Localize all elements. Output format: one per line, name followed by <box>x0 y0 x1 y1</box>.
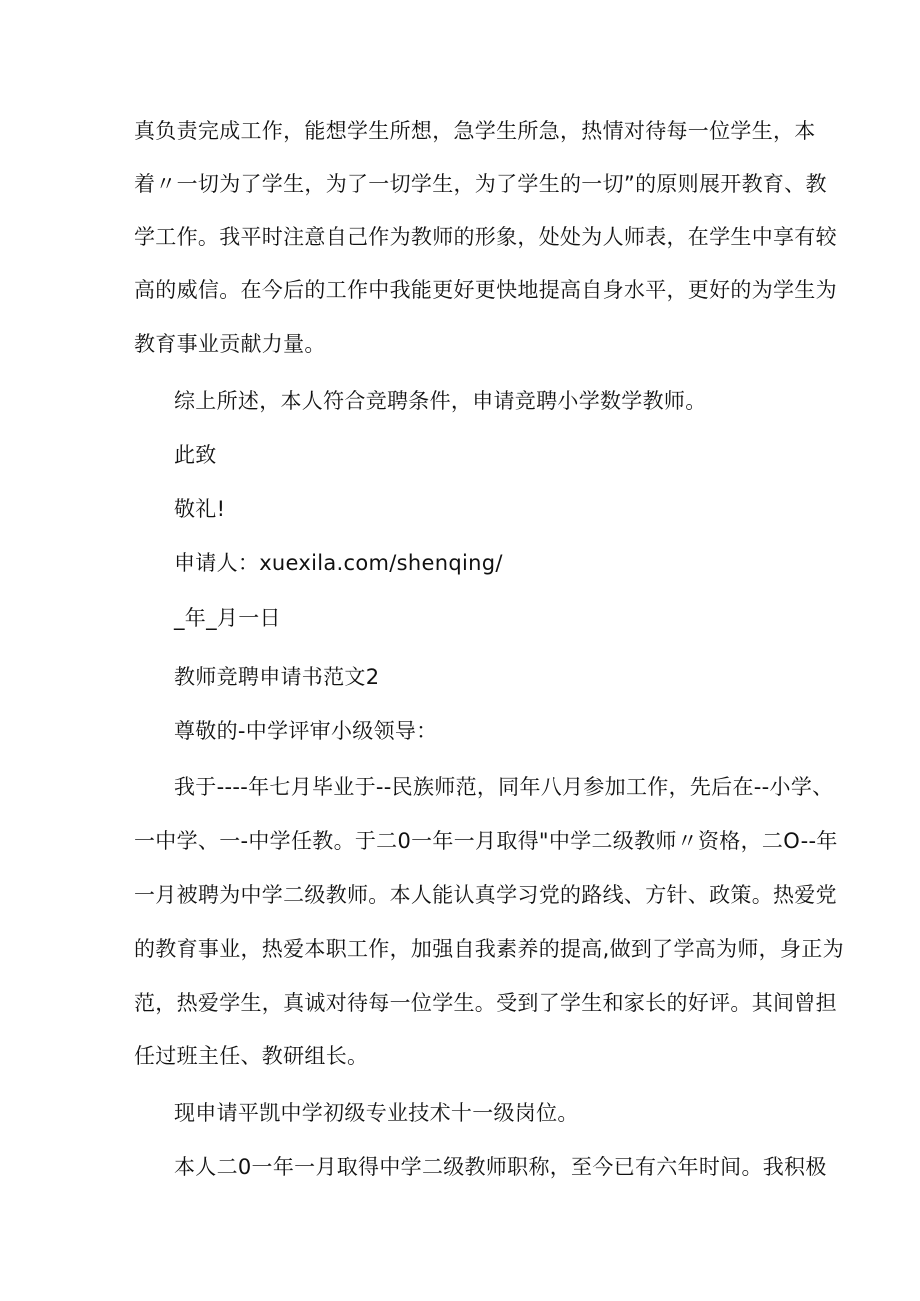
greeting-line: 尊敬的-中学评审小级领导： <box>174 719 438 743</box>
paragraph-line: 高的威信。在今后的工作中我能更好更快地提高自身水平，更好的为学生为 <box>134 278 837 302</box>
paragraph-line: 学工作。我平时注意自己作为教师的形象，处处为人师表，在学生中享有较 <box>134 225 837 249</box>
paragraph-line: 着〃一切为了学生，为了一切学生，为了学生的一切”的原则展开教育、教 <box>134 172 827 196</box>
salutation-cizhi: 此致 <box>174 443 217 467</box>
paragraph-line: 范，热爱学生，真诚对待每一位学生。受到了学生和家长的好评。其间曾担 <box>134 991 837 1015</box>
paragraph-line: 我于----年七月毕业于--民族师范，同年八月参加工作，先后在--小学、 <box>174 775 834 799</box>
section-title: 教师竞聘申请书范文2 <box>174 665 380 689</box>
paragraph-line: 真负责完成工作，能想学生所想，急学生所急，热情对待每一位学生，本 <box>134 119 816 143</box>
summary-line: 综上所述，本人符合竞聘条件，申请竞聘小学数学教师。 <box>174 389 707 413</box>
paragraph-line: 一月被聘为中学二级教师。本人能认真学习党的路线、方针、政策。热爱党 <box>134 883 837 907</box>
date-line: _年_月一日 <box>174 606 281 630</box>
paragraph-line: 的教育事业，热爱本职工作，加强自我素养的提高,做到了学高为师，身正为 <box>134 937 844 961</box>
paragraph-line: 现申请平凯中学初级专业技术十一级岗位。 <box>174 1101 579 1125</box>
paragraph-line: 任过班主任、教研组长。 <box>134 1044 369 1068</box>
salutation-jingli: 敬礼! <box>174 497 226 521</box>
paragraph-line: 本人二0一年一月取得中学二级教师职称，至今已有六年时间。我积极 <box>174 1155 827 1179</box>
applicant-line: 申请人：xuexila.com/shenqing/ <box>174 551 503 575</box>
paragraph-line: 教育事业贡献力量。 <box>134 332 326 356</box>
paragraph-line: 一中学、一-中学任教。于二0一年一月取得"中学二级教师〃资格，二O--年 <box>134 829 838 853</box>
